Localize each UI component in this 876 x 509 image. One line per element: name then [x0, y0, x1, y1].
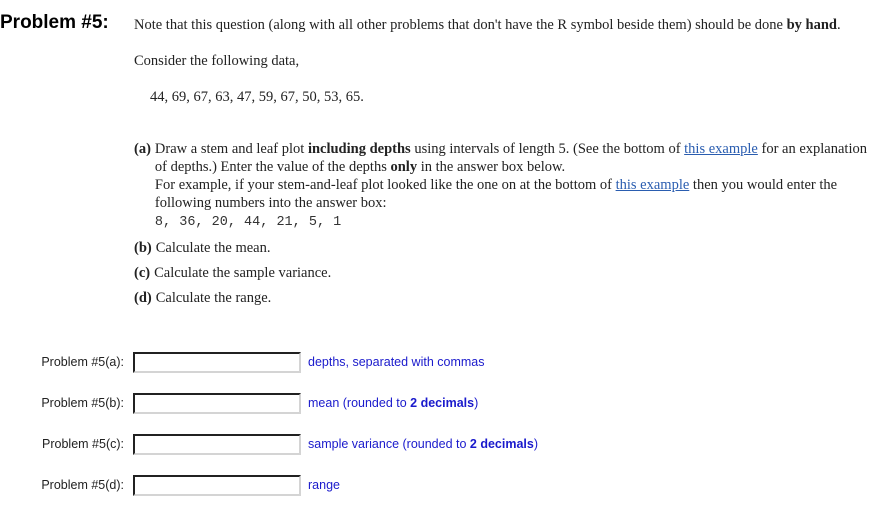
part-a-text3: for an explanation of depths.) Enter the value of the depths: [154, 141, 867, 175]
part-c: [134, 264, 870, 282]
answer-label-c: Problem #5(c):: [42, 437, 124, 451]
part-a-example: 8, 36, 20, 44, 21, 5, 1: [154, 215, 342, 230]
intro-bold: by hand: [786, 17, 837, 33]
intro-paragraph: [134, 16, 870, 34]
answer-input-a[interactable]: [133, 352, 301, 373]
answer-input-c[interactable]: [133, 434, 301, 455]
answer-label-d: Problem #5(d):: [41, 478, 124, 492]
intro-end: .: [836, 17, 841, 33]
answer-hint-c: sample variance (rounded to 2 decimals): [308, 437, 539, 451]
answer-input-b[interactable]: [133, 393, 301, 414]
example-link-2[interactable]: this example: [615, 177, 690, 193]
answer-label-a: Problem #5(a):: [41, 355, 124, 369]
example-link-1[interactable]: this example: [684, 141, 758, 157]
answer-label-b: Problem #5(b):: [41, 396, 124, 410]
part-d-text: Calculate the range.: [155, 290, 272, 306]
answer-row-b: [0, 393, 876, 415]
part-a-text4: in the answer box below.: [420, 159, 566, 175]
problem-title: Problem #5:: [0, 12, 109, 33]
answer-row-a: [0, 352, 876, 374]
part-b-label: (b): [134, 240, 152, 256]
answer-hint-a: depths, separated with commas: [308, 355, 485, 369]
part-a: [134, 140, 870, 232]
part-d-label: (d): [134, 290, 152, 306]
part-a-text: [155, 140, 870, 232]
answer-hint-d: range: [308, 478, 340, 492]
part-a-text6: then you would enter the following numbers into the answer box:: [154, 177, 838, 211]
part-b: [134, 239, 870, 257]
part-a-text2: using intervals of length 5. (See the bottom of: [414, 141, 681, 157]
consider-text: Consider the following data,: [134, 53, 300, 69]
problem-body: [134, 16, 870, 314]
part-b-text: Calculate the mean.: [155, 240, 271, 256]
answer-row-d: [0, 475, 876, 497]
part-a-bold1: including depths: [307, 141, 411, 157]
answer-hint-b: mean (rounded to 2 decimals): [308, 396, 479, 410]
parts-list: [134, 140, 870, 307]
part-c-text: Calculate the sample variance.: [154, 265, 332, 281]
part-a-bold2: only: [390, 159, 418, 175]
part-d: [134, 289, 870, 307]
part-a-text1: Draw a stem and leaf plot: [154, 141, 305, 157]
part-c-label: (c): [134, 265, 151, 281]
data-values: 44, 69, 67, 63, 47, 59, 67, 50, 53, 65.: [150, 89, 364, 105]
part-a-label: (a): [134, 141, 151, 157]
intro-text: Note that this question (along with all other problems that don't have the R symbol beside them) should be done: [134, 17, 783, 33]
part-a-text5: For example, if your stem-and-leaf plot looked like the one on at the bottom of: [154, 177, 612, 193]
answer-input-d[interactable]: [133, 475, 301, 496]
answer-row-c: [0, 434, 876, 456]
